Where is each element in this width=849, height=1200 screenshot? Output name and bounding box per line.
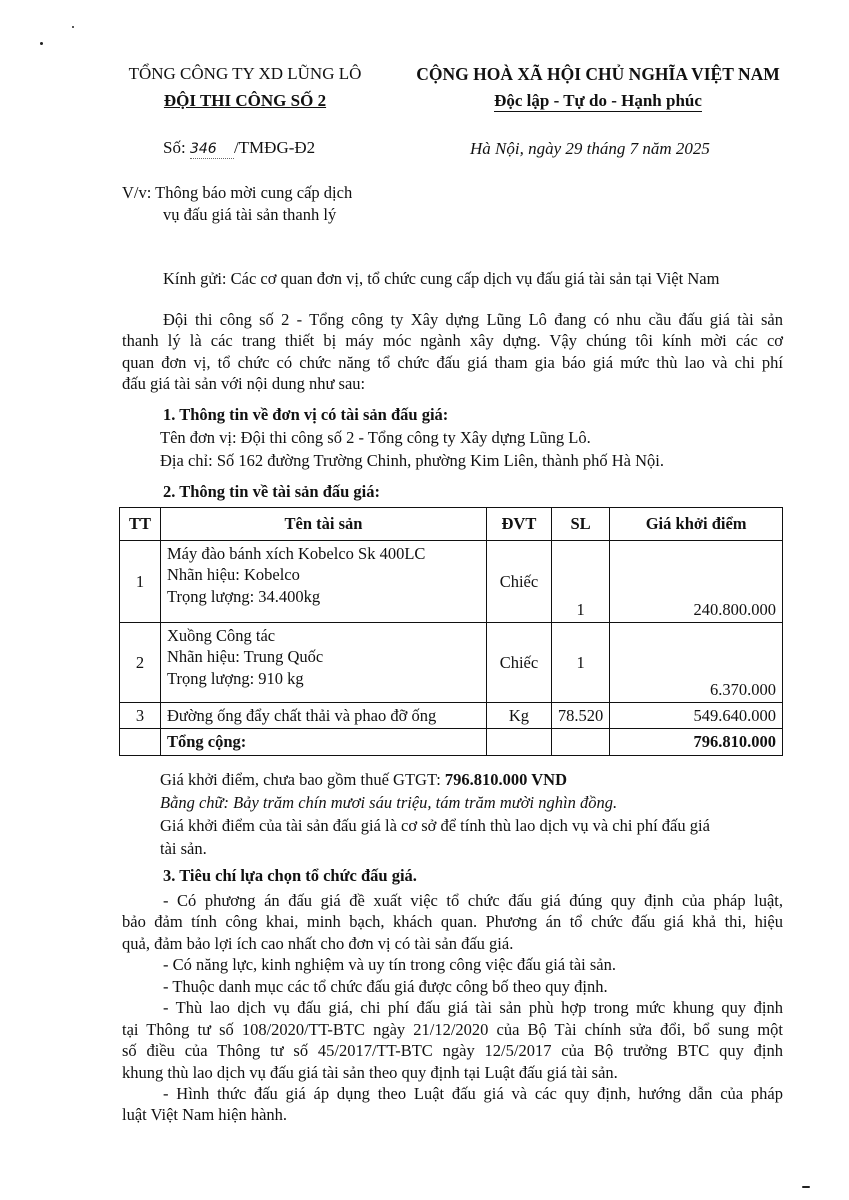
total-label: Tổng cộng: (160, 729, 486, 755)
table-total-row (120, 729, 783, 755)
col-header-tt: TT (120, 508, 161, 541)
table-row (120, 703, 783, 729)
intro-line-4: đấu giá tài sản với nội dung như sau: (122, 374, 366, 394)
row-unit: Chiếc (486, 541, 551, 623)
col-header-unit: ĐVT (486, 508, 551, 541)
row-tt: 3 (120, 703, 161, 729)
intro-line-3: quan đơn vị, tổ chức có chức năng tổ chức đấu giá tham gia báo giá mức thù lao và chi phí (122, 352, 783, 372)
col-header-name: Tên tài sản (160, 508, 486, 541)
doc-number-suffix: /TMĐG-Đ2 (233, 138, 316, 157)
intro-line-1: Đội thi công số 2 - Tổng công ty Xây dựng Lũng Lô đang có nhu cầu đấu giá tài sản (163, 310, 783, 329)
criterion-5-line-1: - Hình thức đấu giá áp dụng theo Luật đấu giá và các quy định, hướng dẫn của pháp (163, 1083, 783, 1103)
org-parent: TỔNG CÔNG TY XD LŨNG LÔ (128, 64, 362, 83)
criterion-3: - Thuộc danh mục các tổ chức đấu giá được công bố theo quy định. (163, 976, 608, 996)
total-empty-cell (486, 729, 551, 755)
row-price: 6.370.000 (610, 623, 783, 703)
row-qty: 1 (551, 623, 609, 703)
scan-speck (40, 42, 43, 45)
table-row (120, 623, 783, 703)
row-price: 549.640.000 (610, 703, 783, 729)
doc-number-handwritten: 346 (190, 140, 234, 159)
nation-title: CỘNG HOÀ XÃ HỘI CHỦ NGHĨA VIỆT NAM (416, 64, 780, 84)
row-price: 240.800.000 (610, 541, 783, 623)
subject-line-2: vụ đấu giá tài sản thanh lý (163, 205, 337, 224)
asset-name-line: Xuồng Công tác (166, 626, 276, 645)
row-unit: Chiếc (486, 623, 551, 703)
subject-line-1: V/v: Thông báo mời cung cấp dịch (122, 183, 353, 202)
basis-line-2: tài sản. (160, 839, 207, 858)
asset-brand-line: Nhãn hiệu: Trung Quốc (166, 647, 324, 667)
org-unit (100, 90, 390, 112)
row-asset-name (160, 541, 486, 623)
document-number (163, 137, 315, 159)
motto-text: Độc lập - Tự do - Hạnh phúc (494, 91, 702, 110)
scan-speck (802, 1186, 810, 1188)
criterion-1-line-3: quả, đảm bảo lợi ích cao nhất cho đơn vị có tài sản đấu giá. (122, 933, 514, 953)
criteria-block (122, 890, 783, 1126)
table-row (120, 541, 783, 623)
scan-speck (72, 26, 74, 28)
criterion-4-line-1: - Thù lao dịch vụ đấu giá, chi phí đấu giá tài sản phù hợp trong mức khung quy định (163, 998, 783, 1018)
section-1-heading: 1. Thông tin về đơn vị có tài sản đấu giá: (163, 405, 449, 424)
col-header-qty: SL (551, 508, 609, 541)
section-2-heading: 2. Thông tin về tài sản đấu giá: (163, 482, 380, 501)
asset-weight-line: Trọng lượng: 34.400kg (166, 586, 321, 606)
doc-number-prefix: Số: (163, 138, 186, 157)
amount-in-words: Bằng chữ: Bảy trăm chín mươi sáu triệu, tám trăm mười nghìn đồng. (160, 793, 618, 812)
section-3-heading: 3. Tiêu chí lựa chọn tổ chức đấu giá. (163, 866, 417, 885)
total-empty-cell (551, 729, 609, 755)
org-unit-text: ĐỘI THI CÔNG SỐ 2 (163, 91, 327, 110)
intro-line-2: thanh lý là các trang thiết bị máy móc ngành xây dựng. Vậy chúng tôi kính mời các cơ (122, 331, 783, 351)
asset-brand-line: Nhãn hiệu: Kobelco (166, 565, 300, 585)
start-price-line (160, 769, 567, 790)
row-unit: Kg (486, 703, 551, 729)
criterion-1-line-2: bảo đảm tính công khai, minh bạch, khách quan. Phương án tổ chức đấu giá khả thi, hiệu (122, 912, 783, 932)
motto (398, 90, 798, 112)
total-empty-cell (120, 729, 161, 755)
criterion-4-line-4: khung thù lao dịch vụ đấu giá tài sản theo quy định tại Luật đấu giá tài sản. (122, 1062, 618, 1082)
criterion-1-line-1: - Có phương án đấu giá đề xuất việc tổ chức đấu giá đúng quy định của pháp luật, (163, 891, 783, 910)
asset-name-line: Máy đào bánh xích Kobelco Sk 400LC (166, 544, 426, 563)
criterion-4-line-2: tại Thông tư số 108/2020/TT-BTC ngày 21/12/2020 của Bộ Tài chính sửa đổi, bổ sung một (122, 1019, 783, 1039)
asset-weight-line: Trọng lượng: 910 kg (166, 668, 304, 688)
row-asset-name (160, 623, 486, 703)
start-price-value: 796.810.000 VND (444, 770, 567, 789)
basis-line-1: Giá khởi điểm của tài sản đấu giá là cơ sở để tính thù lao dịch vụ và chi phí đấu giá (160, 816, 710, 835)
row-asset-name: Đường ống đẩy chất thải và phao đỡ ống (160, 703, 486, 729)
row-qty: 1 (551, 541, 609, 623)
start-price-prefix: Giá khởi điểm, chưa bao gồm thuế GTGT: (160, 770, 445, 789)
row-tt: 2 (120, 623, 161, 703)
criterion-4-line-3: số điều của Thông tư số 45/2017/TT-BTC ngày 12/5/2017 của Bộ trưởng BTC quy định (122, 1041, 783, 1061)
recipient: Kính gửi: Các cơ quan đơn vị, tổ chức cung cấp dịch vụ đấu giá tài sản tại Việt Nam (163, 269, 720, 288)
unit-address: Địa chỉ: Số 162 đường Trường Chinh, phường Kim Liên, thành phố Hà Nội. (160, 451, 664, 470)
row-qty: 78.520 (551, 703, 609, 729)
unit-name: Tên đơn vị: Đội thi công số 2 - Tổng công ty Xây dựng Lũng Lô. (160, 428, 591, 447)
total-value: 796.810.000 (610, 729, 783, 755)
criterion-5-line-2: luật Việt Nam hiện hành. (122, 1105, 288, 1125)
col-header-price: Giá khởi điểm (610, 508, 783, 541)
table-header-row (120, 508, 783, 541)
assets-table (119, 507, 783, 756)
criterion-2: - Có năng lực, kinh nghiệm và uy tín trong công việc đấu giá tài sản. (163, 955, 616, 975)
row-tt: 1 (120, 541, 161, 623)
place-date: Hà Nội, ngày 29 tháng 7 năm 2025 (470, 139, 710, 158)
intro-paragraph (122, 309, 783, 395)
